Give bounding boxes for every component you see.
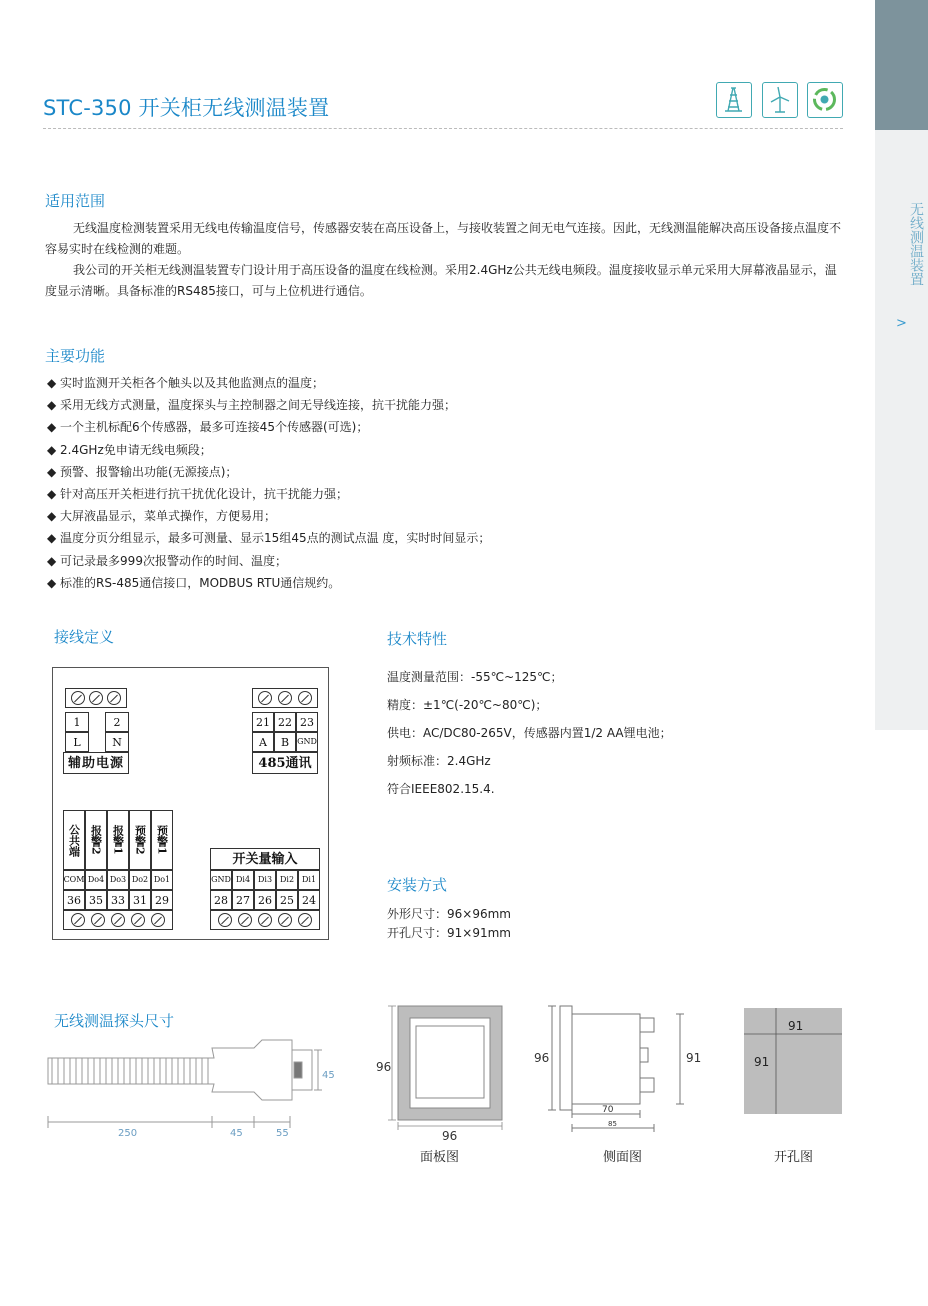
functions-heading: 主要功能 (45, 347, 106, 365)
relay-num: 35 (85, 890, 107, 910)
tech-spec-range: 温度测量范围：-55℃~125℃； (387, 670, 563, 684)
aux-caption: 辅助电源 (63, 752, 129, 774)
switch-num: 28 (210, 890, 232, 910)
screw-icon (218, 913, 232, 927)
switch-code: Di4 (232, 870, 254, 890)
rs485-num: 23 (296, 712, 318, 732)
screw-icon (107, 691, 121, 705)
relay-code: COM (63, 870, 85, 890)
side-depth-70: 70 (602, 1105, 614, 1115)
wind-turbine-icon (762, 82, 798, 118)
screw-icon (111, 913, 125, 927)
relay-header: 报警1 (107, 810, 129, 870)
scope-heading: 适用范围 (45, 192, 106, 210)
tech-spec-power: 供电：AC/DC80-265V，传感器内置1/2 AA锂电池； (387, 726, 672, 740)
title-rule (43, 128, 843, 129)
switch-num: 25 (276, 890, 298, 910)
list-item: ◆ 预警、报警输出功能(无源接点)； (47, 464, 238, 479)
tech-spec-standard: 符合IEEE802.15.4. (387, 782, 495, 796)
install-heading: 安装方式 (387, 876, 448, 894)
rs485-label: B (274, 732, 296, 752)
cutout-width-label: 91 (788, 1019, 804, 1033)
aux-num-1: 1 (65, 712, 89, 732)
aux-label-n: N (105, 732, 129, 752)
list-item: ◆ 实时监测开关柜各个触头以及其他监测点的温度； (47, 376, 325, 390)
tech-spec-rf: 射频标准：2.4GHz (387, 754, 491, 768)
probe-drawing (44, 1036, 344, 1142)
relay-header: 预警1 (151, 810, 173, 870)
list-item: ◆ 温度分页分组显示，最多可测量、显示15组45点的测试点温 度，实时时间显示； (47, 531, 491, 546)
screw-icon (151, 913, 165, 927)
relay-header: 预警2 (129, 810, 151, 870)
list-item: ◆ 采用无线方式测量，温度探头与主控制器之间无导线连接，抗干扰能力强； (47, 398, 457, 413)
relay-header: 报警2 (85, 810, 107, 870)
side-height-96: 96 (534, 1051, 550, 1065)
cutout-drawing (740, 1004, 850, 1116)
wiring-heading: 接线定义 (54, 628, 115, 646)
rs485-screw-row (252, 688, 318, 708)
cutout-caption: 开孔图 (774, 1150, 814, 1165)
switch-num: 27 (232, 890, 254, 910)
side-depth-85: 85 (608, 1120, 617, 1128)
panel-drawing (370, 1000, 520, 1148)
panel-height-label: 96 (376, 1060, 392, 1074)
panel-width-label: 96 (442, 1129, 458, 1143)
probe-dim-250: 250 (118, 1128, 138, 1139)
list-item: ◆ 标准的RS-485通信接口，MODBUS RTU通信规约。 (47, 575, 341, 590)
switch-input-caption: 开关量输入 (210, 848, 320, 870)
probe-dim-45: 45 (230, 1128, 243, 1139)
tech-heading: 技术特性 (387, 630, 448, 648)
relay-code: Do1 (151, 870, 173, 890)
list-item: ◆ 大屏液晶显示，菜单式操作，方便易用； (47, 509, 277, 524)
aux-screw-row (65, 688, 127, 708)
relay-code: Do2 (129, 870, 151, 890)
list-item: ◆ 针对高压开关柜进行抗干扰优化设计，抗干扰能力强； (47, 487, 349, 502)
screw-icon (278, 913, 292, 927)
relay-num: 29 (151, 890, 173, 910)
install-cutout-size: 开孔尺寸：91×91mm (387, 926, 511, 940)
switch-num: 24 (298, 890, 320, 910)
aux-num-2: 2 (105, 712, 129, 732)
screw-icon (298, 913, 312, 927)
screw-icon (89, 691, 103, 705)
side-caption: 侧面图 (603, 1150, 643, 1165)
side-height-91: 91 (686, 1051, 702, 1065)
relay-num: 33 (107, 890, 129, 910)
side-band-top (875, 0, 928, 130)
screw-icon (71, 913, 85, 927)
scope-paragraph-2: 我公司的开关柜无线测温装置专门设计用于高压设备的温度在线检测。采用2.4GHz公共无线电频段。温度接收显示单元采用大屏幕液晶显示，温度显示清晰。具备标准的RS485接口，可与上位机进行通信。 (45, 263, 837, 298)
side-arrow[interactable]: > (896, 316, 907, 331)
switch-code: Di1 (298, 870, 320, 890)
relay-code: Do4 (85, 870, 107, 890)
relay-screw-row (63, 910, 173, 930)
screw-icon (258, 691, 272, 705)
switch-code: GND (210, 870, 232, 890)
rs485-num: 21 (252, 712, 274, 732)
side-title[interactable]: 无线测温装置 (908, 202, 924, 286)
rs485-caption: 485通讯 (252, 752, 318, 774)
aux-label-l: L (65, 732, 89, 752)
functions-list (47, 372, 490, 594)
relay-code: Do3 (107, 870, 129, 890)
install-outline-size: 外形尺寸：96×96mm (387, 907, 511, 921)
probe-heading: 无线测温探头尺寸 (54, 1012, 175, 1030)
probe-height-label: 45 (322, 1070, 335, 1081)
page-title: STC-350 开关柜无线测温装置 (43, 96, 330, 120)
wiring-diagram (52, 667, 329, 940)
relay-header: 公共端 (63, 810, 85, 870)
cutout-height-label: 91 (754, 1055, 770, 1069)
tower-icon (716, 82, 752, 118)
probe-dim-55: 55 (276, 1128, 289, 1139)
switch-num: 26 (254, 890, 276, 910)
screw-icon (298, 691, 312, 705)
screw-icon (278, 691, 292, 705)
screw-icon (91, 913, 105, 927)
rs485-label: GND (296, 732, 318, 752)
panel-caption: 面板图 (420, 1150, 460, 1165)
screw-icon (258, 913, 272, 927)
recycle-icon (807, 82, 843, 118)
list-item: ◆ 2.4GHz免申请无线电频段； (47, 442, 212, 457)
switch-code: Di2 (276, 870, 298, 890)
tech-spec-accuracy: 精度：±1℃(-20℃~80℃)； (387, 698, 548, 712)
relay-num: 31 (129, 890, 151, 910)
screw-icon (238, 913, 252, 927)
list-item: ◆ 可记录最多999次报警动作的时间、温度； (47, 553, 287, 568)
side-drawing (530, 1000, 710, 1140)
switch-code: Di3 (254, 870, 276, 890)
screw-icon (71, 691, 85, 705)
scope-paragraph-1: 无线温度检测装置采用无线电传输温度信号，传感器安装在高压设备上，与接收装置之间无电气连接。因此，无线测温能解决高压设备接点温度不容易实时在线检测的难题。 (45, 221, 842, 256)
relay-num: 36 (63, 890, 85, 910)
list-item: ◆ 一个主机标配6个传感器，最多可连接45个传感器(可选)； (47, 420, 369, 435)
screw-icon (131, 913, 145, 927)
rs485-label: A (252, 732, 274, 752)
switch-screw-row (210, 910, 320, 930)
rs485-num: 22 (274, 712, 296, 732)
